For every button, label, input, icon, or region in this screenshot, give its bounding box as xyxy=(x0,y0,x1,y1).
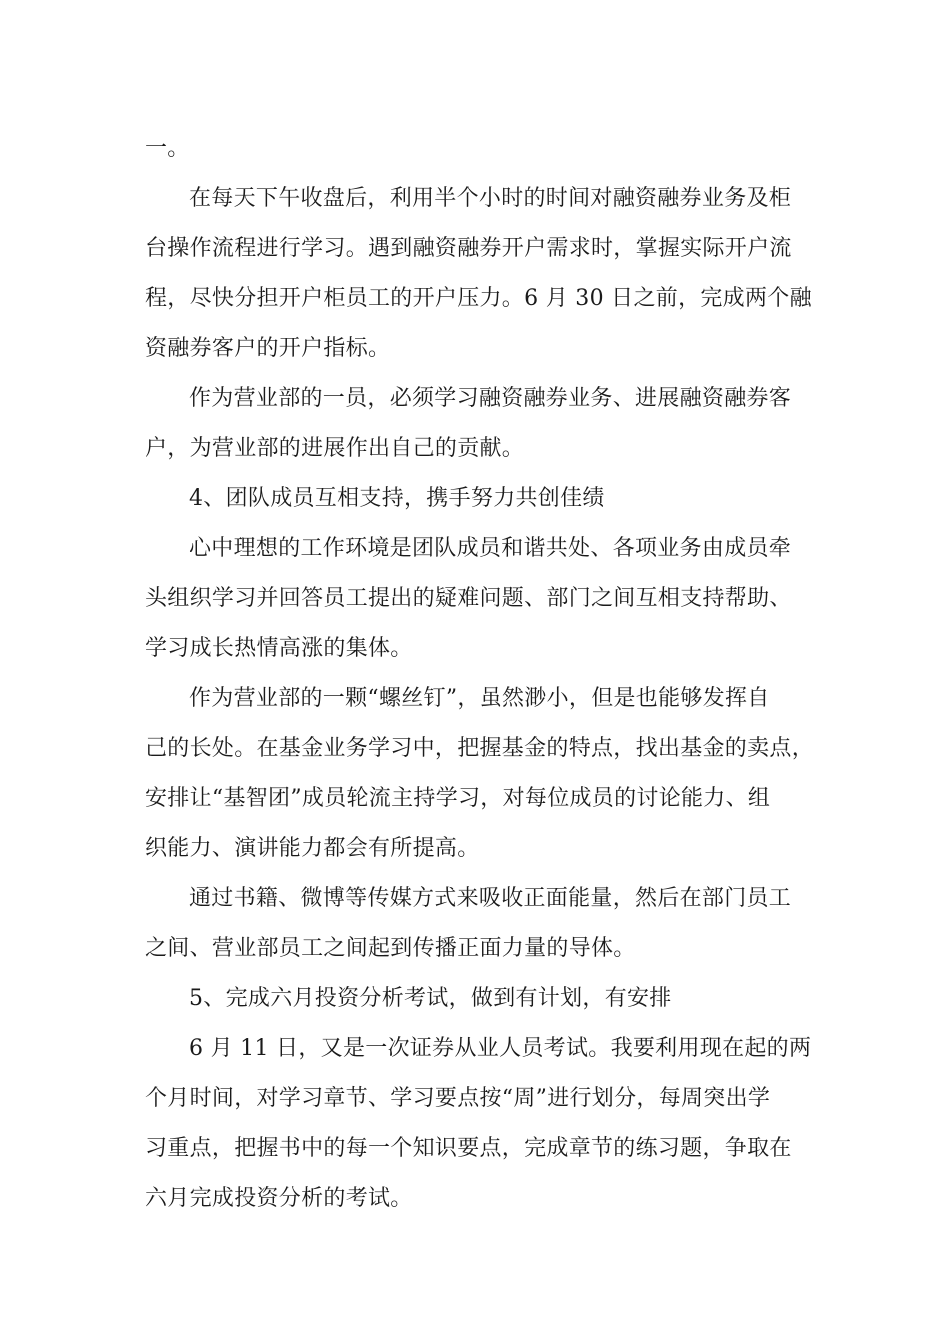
text-line: 之间、营业部员工之间起到传播正面力量的导体。 xyxy=(145,936,636,961)
text-line: 六月完成投资分析的考试。 xyxy=(145,1186,413,1211)
text-line: 习重点，把握书中的每一个知识要点，完成章节的练习题，争取在 xyxy=(145,1136,792,1161)
paragraph-start-line: 心中理想的工作环境是团队成员和谐共处、各项业务由成员牵 xyxy=(189,536,792,561)
section-heading-5: 5、完成六月投资分析考试，做到有计划，有安排 xyxy=(189,986,672,1011)
paragraph-start-line: 作为营业部的一员，必须学习融资融券业务、进展融资融券客 xyxy=(189,386,792,411)
text-line: 程，尽快分担开户柜员工的开户压力。6 月 30 日之前，完成两个融 xyxy=(145,286,812,311)
text-line: 资融券客户的开户指标。 xyxy=(145,336,391,361)
text-line: 安排让“基智团”成员轮流主持学习，对每位成员的讨论能力、组 xyxy=(145,786,771,811)
text-line: 一。 xyxy=(145,136,190,161)
section-heading-4: 4、团队成员互相支持，携手努力共创佳绩 xyxy=(189,486,605,511)
text-line: 户，为营业部的进展作出自己的贡献。 xyxy=(145,436,525,461)
text-line: 台操作流程进行学习。遇到融资融券开户需求时，掌握实际开户流 xyxy=(145,236,792,261)
text-line: 织能力、演讲能力都会有所提高。 xyxy=(145,836,480,861)
text-line: 己的长处。在基金业务学习中，把握基金的特点，找出基金的卖点， xyxy=(145,736,815,761)
text-line: 头组织学习并回答员工提出的疑难问题、部门之间互相支持帮助、 xyxy=(145,586,792,611)
text-line: 学习成长热情高涨的集体。 xyxy=(145,636,413,661)
paragraph-start-line: 在每天下午收盘后，利用半个小时的时间对融资融券业务及柜 xyxy=(189,186,792,211)
paragraph-start-line: 作为营业部的一颗“螺丝钉”，虽然渺小，但是也能够发挥自 xyxy=(189,686,770,711)
text-line: 个月时间，对学习章节、学习要点按“周”进行划分，每周突出学 xyxy=(145,1086,771,1111)
document-body xyxy=(145,124,825,1224)
paragraph-start-line: 通过书籍、微博等传媒方式来吸收正面能量，然后在部门员工 xyxy=(189,886,792,911)
paragraph-start-line: 6 月 11 日，又是一次证券从业人员考试。我要利用现在起的两 xyxy=(189,1036,812,1061)
